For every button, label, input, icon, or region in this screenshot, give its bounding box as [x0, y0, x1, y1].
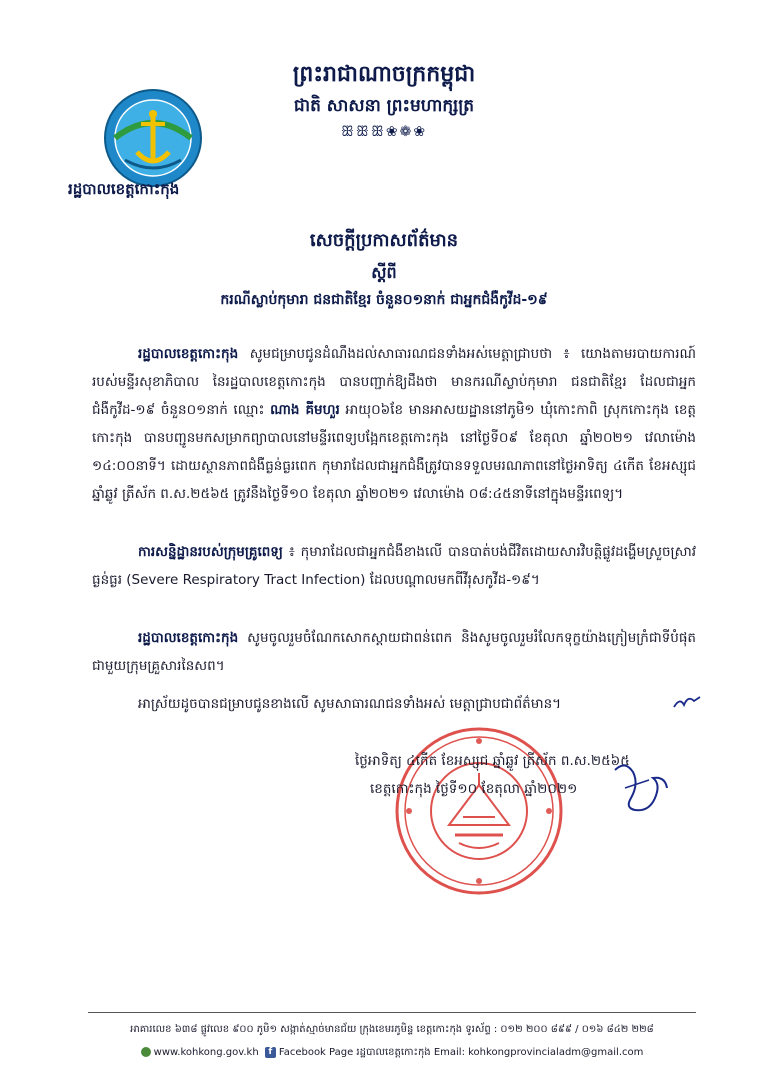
document-title: សេចក្តីប្រកាសព័ត៌មាន — [309, 230, 459, 251]
facebook-label: Facebook Page — [278, 1047, 354, 1058]
website-link[interactable]: www.kohkong.gov.kh — [153, 1047, 259, 1058]
paragraph-lead: ការសន្និដ្ឋានរបស់ក្រុមគ្រូពេទ្យ — [138, 544, 283, 560]
signature-icon — [605, 758, 675, 818]
paragraph-condolence — [92, 624, 696, 680]
paragraph-lead: រដ្ឋបាលខេត្តកោះកុង — [138, 346, 239, 362]
paragraph-text: អាយុ០៦ខែ មានអាសយដ្ឋាននៅភូមិ១ ឃុំកោះកាពិ ស្រុកកោះកុង ខេត្តកោះកុង បានបញ្ជូនមកសម្រាកព្យាបាលនៅមន្ទីរពេទ្យបង្អែកខេត្តកោះកុង នៅថ្ងៃទី០៩ ខែតុលា ឆ្នាំ២០២១ វេលាម៉ោង ១៤:០០នាទី។ ដោយស្ថានភាពជំងឺធ្ងន់ធ្ងរពេក កុមារាដែលជាអ្នកជំងឺត្រូវបានទទួលមរណភាពនៅថ្ងៃអាទិត្យ ៤កើត ខែអស្សុជ ឆ្នាំឆ្លូវ ត្រីស័ក ព.ស.២៥៦៥ ត្រូវនឹងថ្ងៃទី១០ ខែតុលា ឆ្នាំ២០២១ វេលាម៉ោង ០៨:៤៥នាទីនៅក្នុងមន្ទីរពេទ្យ។ — [92, 402, 696, 502]
lunar-date: ថ្ងៃអាទិត្យ ៤កើត ខែអស្សុជ ឆ្នាំឆ្លូវ ត្រីស័ក ព.ស.២៥៦៥ — [355, 753, 630, 769]
paragraph-closing — [92, 690, 696, 718]
paragraph-lead: រដ្ឋបាលខេត្តកោះកុង — [138, 630, 239, 646]
paragraph-text: អាស្រ័យដូចបានជម្រាបជូនខាងលើ សូមសាធារណជនទាំងអស់ មេត្តាជ្រាបជាព័ត៌មាន។ — [138, 696, 562, 712]
kingdom-motto: ជាតិ សាសនា ព្រះមហាក្សត្រ — [293, 96, 475, 116]
email-address[interactable]: Email: kohkongprovincialadm@gmail.com — [433, 1047, 644, 1058]
paragraph-text: សូមជម្រាបជូនដំណឹងដល់សាធារណជនទាំងអស់មេត្តាជ្រាបថា ៖ យោងតាមរបាយការណ៍របស់មន្ទីរសុខាភិបាល នៃរដ្ឋបាលខេត្តកោះកុង បានបញ្ជាក់ឱ្យដឹងថា មានករណីស្លាប់កុមារា ជនជាតិខ្មែរ ដែលជាអ្នកជំងឺកូវីដ-១៩ ចំនួន០១នាក់ ឈ្មោះ — [92, 346, 696, 418]
paragraph-medical-conclusion — [92, 538, 696, 594]
province-emblem-icon — [103, 88, 203, 188]
org-name: រដ្ឋបាលខេត្តកោះកុង — [68, 180, 180, 198]
footer-address: អាគារលេខ ៦៣៨ ផ្លូវលេខ ៩០០ ភូមិ១ សង្កាត់ស្មាច់មានជ័យ ក្រុងខេមរភូមិន្ទ ខេត្តកោះកុង ទូរស័ព្ទ : ០១២ ២០០ ៨៩៩ / ០១៦ ៨៤២ ២២៨ — [130, 1024, 654, 1035]
paragraph-text: សូមចូលរួមចំណែកសោកស្តាយជាពន់ពេក និងសូមចូលរួមរំលែកទុក្ខយ៉ាងក្រៀមក្រំជាទីបំផុតជាមួយក្រុមគ្រួសារនៃសព។ — [92, 630, 696, 674]
paragraph-announcement — [92, 340, 696, 508]
footer-divider — [88, 1012, 696, 1013]
facebook-icon: f — [265, 1047, 276, 1058]
initial-mark-icon — [672, 693, 702, 715]
ornament-divider: ꕥꕥꕥ❀❁❀ — [340, 124, 428, 140]
footer-contacts — [88, 1045, 696, 1060]
globe-icon — [141, 1047, 151, 1057]
deceased-name: ណាង គីមហួរ — [270, 402, 340, 418]
kingdom-title: ព្រះរាជាណាចក្រកម្ពុជា — [292, 62, 476, 87]
document-subject: ករណីស្លាប់កុមារា ជនជាតិខ្មែរ ចំនួន០១នាក់ ជាអ្នកជំងឺកូវីដ-១៩ — [220, 292, 548, 308]
official-seal-icon — [393, 725, 565, 897]
facebook-page-name[interactable]: រដ្ឋបាលខេត្តកោះកុង — [356, 1047, 431, 1058]
paragraph-text: ៖ កុមារាដែលជាអ្នកជំងឺខាងលើ បានបាត់បង់ជីវិតដោយសារវិបត្តិផ្លូវដង្ហើមស្រួចស្រាវធ្ងន់ធ្ងរ (Severe Respiratory Tract Infection) ដែលបណ្តាលមកពីវីរុសកូវីដ-១៩។ — [92, 544, 696, 588]
document-about-label: ស្តីពី — [371, 263, 397, 282]
solar-date: ខេត្តកោះកុង ថ្ងៃទី១០ ខែតុលា ឆ្នាំ២០២១ — [370, 781, 578, 797]
